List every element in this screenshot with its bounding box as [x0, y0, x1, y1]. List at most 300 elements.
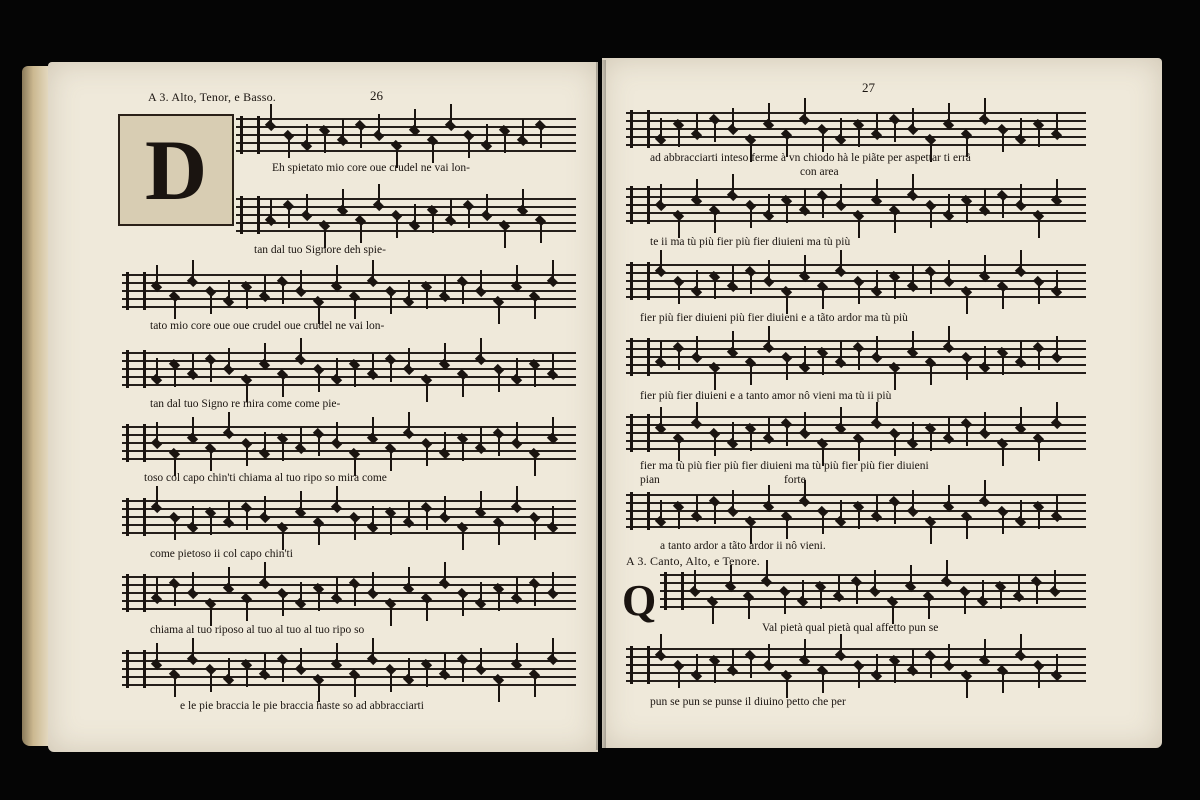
note-stem: [876, 270, 878, 292]
note-stem: [1056, 402, 1058, 424]
note-stem: [342, 189, 344, 211]
note-stem: [1056, 495, 1058, 517]
note-stem: [858, 666, 860, 688]
staff-left-8: [122, 652, 576, 686]
note-stem: [822, 287, 824, 309]
note-stem: [858, 125, 860, 147]
note-stem: [516, 643, 518, 665]
note-stem: [462, 282, 464, 304]
note-stem: [444, 562, 446, 584]
note-stem: [336, 265, 338, 287]
note-stem: [192, 260, 194, 282]
note-stem: [840, 500, 842, 522]
note-stem: [982, 580, 984, 602]
note-stem: [336, 358, 338, 380]
note-stem: [552, 260, 554, 282]
note-stem: [1000, 587, 1002, 609]
lyric-right-7: Val pietà qual pietà qual affetto pun se: [762, 622, 939, 634]
note-stem: [228, 280, 230, 302]
staff-left-5: [122, 426, 576, 460]
note-stem: [408, 501, 410, 523]
note-stem: [498, 434, 500, 456]
lyric-left-4: tan dal tuo Signo re mira come come pie-: [150, 398, 341, 410]
note-stem: [966, 201, 968, 223]
note-stem: [874, 570, 876, 592]
note-stem: [768, 485, 770, 507]
note-stem: [300, 270, 302, 292]
note-stem: [288, 206, 290, 228]
note-stem: [354, 675, 356, 697]
dynamic-forte: forte: [784, 474, 806, 486]
staff-right-8: [626, 648, 1086, 682]
note-stem: [264, 275, 266, 297]
note-stem: [516, 577, 518, 599]
note-stem: [246, 599, 248, 621]
note-stem: [318, 680, 320, 702]
note-stem: [930, 206, 932, 228]
note-stem: [1002, 130, 1004, 152]
note-stem: [354, 297, 356, 319]
note-stem: [480, 338, 482, 360]
note-stem: [462, 660, 464, 682]
lyric-right-4: fier più fier diuieni e a tanto amor nô vieni ma tù ii più: [640, 390, 892, 402]
note-stem: [174, 297, 176, 319]
note-stem: [1038, 125, 1040, 147]
note-stem: [714, 502, 716, 524]
left-page-number: 26: [370, 88, 383, 103]
dynamic-pian: pian: [640, 474, 660, 486]
note-stem: [480, 270, 482, 292]
note-stem: [912, 108, 914, 130]
note-stem: [318, 434, 320, 456]
note-stem: [840, 634, 842, 656]
note-stem: [678, 507, 680, 529]
note-stem: [300, 582, 302, 604]
note-stem: [930, 363, 932, 385]
staff-right-7: [660, 574, 1086, 608]
note-stem: [1020, 407, 1022, 429]
note-stem: [1020, 250, 1022, 272]
book-page-edges: [22, 66, 50, 746]
note-stem: [468, 206, 470, 228]
note-stem: [748, 597, 750, 619]
lyric-right-1: ad abbracciarti inteso ferme à vn chiodo hà le piãte per aspettar ti errã: [650, 152, 971, 164]
note-stem: [264, 432, 266, 454]
note-stem: [714, 661, 716, 683]
note-stem: [930, 272, 932, 294]
note-stem: [372, 260, 374, 282]
note-stem: [732, 422, 734, 444]
note-stem: [372, 572, 374, 594]
note-stem: [840, 407, 842, 429]
note-stem: [894, 661, 896, 683]
note-stem: [426, 287, 428, 309]
note-stem: [768, 417, 770, 439]
lyric-left-7: chiama al tuo riposo al tuo al tuo al tuo ripo so: [150, 624, 365, 636]
note-stem: [192, 506, 194, 528]
note-stem: [414, 109, 416, 131]
lyric-right-6: a tanto ardor a tãto ardor ii nô vieni.: [660, 540, 826, 552]
note-stem: [768, 103, 770, 125]
note-stem: [784, 592, 786, 614]
note-stem: [946, 560, 948, 582]
staff-left-6: [122, 500, 576, 534]
note-stem: [712, 602, 714, 624]
note-stem: [156, 486, 158, 508]
initial-q: Q: [622, 576, 657, 625]
note-stem: [984, 346, 986, 368]
note-stem: [192, 417, 194, 439]
note-stem: [390, 292, 392, 314]
note-stem: [822, 353, 824, 375]
note-stem: [894, 434, 896, 456]
note-stem: [354, 365, 356, 387]
book-gutter: [596, 60, 606, 750]
note-stem: [928, 597, 930, 619]
note-stem: [714, 434, 716, 456]
note-stem: [534, 675, 536, 697]
note-stem: [1038, 216, 1040, 238]
note-stem: [246, 508, 248, 530]
note-stem: [786, 358, 788, 380]
note-stem: [804, 346, 806, 368]
note-stem: [984, 412, 986, 434]
note-stem: [444, 432, 446, 454]
note-stem: [426, 665, 428, 687]
note-stem: [192, 353, 194, 375]
note-stem: [804, 412, 806, 434]
note-stem: [282, 528, 284, 550]
note-stem: [948, 417, 950, 439]
lyric-left-1: Eh spietato mio core oue crudel ne vai lon-: [272, 162, 470, 174]
note-stem: [324, 131, 326, 153]
note-stem: [486, 194, 488, 216]
right-page-number: 27: [862, 80, 875, 95]
left-page-header: A 3. Alto, Tenor, e Basso.: [148, 90, 276, 104]
note-stem: [912, 265, 914, 287]
note-stem: [408, 280, 410, 302]
note-stem: [1038, 282, 1040, 304]
note-stem: [804, 189, 806, 211]
note-stem: [696, 336, 698, 358]
note-stem: [876, 113, 878, 135]
note-stem: [390, 513, 392, 535]
note-stem: [1038, 348, 1040, 370]
note-stem: [390, 670, 392, 692]
note-stem: [1056, 336, 1058, 358]
note-stem: [408, 412, 410, 434]
note-stem: [660, 407, 662, 429]
note-stem: [894, 277, 896, 299]
staff-left-1: [236, 118, 576, 152]
note-stem: [354, 518, 356, 540]
lyric-right-1b: con area: [800, 166, 839, 178]
staff-left-3: [122, 274, 576, 308]
note-stem: [1038, 666, 1040, 688]
lyric-right-3: fier più fier diuieni più fier diuieni e a tãto ardor ma tù più: [640, 312, 908, 324]
note-stem: [1002, 287, 1004, 309]
note-stem: [432, 141, 434, 163]
note-stem: [1020, 184, 1022, 206]
note-stem: [228, 658, 230, 680]
note-stem: [714, 368, 716, 390]
note-stem: [1020, 118, 1022, 140]
staff-right-1: [626, 112, 1086, 146]
note-stem: [426, 599, 428, 621]
note-stem: [426, 444, 428, 466]
note-stem: [1054, 570, 1056, 592]
note-stem: [396, 216, 398, 238]
note-stem: [984, 639, 986, 661]
note-stem: [426, 380, 428, 402]
section-header: A 3. Canto, Alto, e Tenore.: [626, 554, 760, 568]
note-stem: [948, 194, 950, 216]
note-stem: [930, 429, 932, 451]
note-stem: [948, 644, 950, 666]
note-stem: [156, 265, 158, 287]
note-stem: [1018, 575, 1020, 597]
note-stem: [1056, 113, 1058, 135]
note-stem: [858, 216, 860, 238]
note-stem: [694, 570, 696, 592]
note-stem: [540, 221, 542, 243]
note-stem: [264, 562, 266, 584]
note-stem: [282, 594, 284, 616]
note-stem: [450, 104, 452, 126]
note-stem: [786, 424, 788, 446]
note-stem: [894, 502, 896, 524]
note-stem: [678, 348, 680, 370]
note-stem: [948, 485, 950, 507]
note-stem: [414, 204, 416, 226]
note-stem: [390, 604, 392, 626]
note-stem: [1056, 654, 1058, 676]
note-stem: [480, 491, 482, 513]
note-stem: [750, 206, 752, 228]
note-stem: [750, 272, 752, 294]
note-stem: [858, 282, 860, 304]
note-stem: [714, 277, 716, 299]
note-stem: [876, 402, 878, 424]
note-stem: [480, 648, 482, 670]
note-stem: [498, 589, 500, 611]
note-stem: [372, 506, 374, 528]
staff-right-3: [626, 264, 1086, 298]
note-stem: [372, 353, 374, 375]
note-stem: [820, 587, 822, 609]
note-stem: [390, 449, 392, 471]
note-stem: [498, 302, 500, 324]
note-stem: [210, 670, 212, 692]
note-stem: [696, 402, 698, 424]
note-stem: [246, 444, 248, 466]
note-stem: [504, 226, 506, 248]
note-stem: [1038, 439, 1040, 461]
note-stem: [300, 648, 302, 670]
note-stem: [768, 194, 770, 216]
note-stem: [462, 439, 464, 461]
staff-left-2: [236, 198, 576, 232]
note-stem: [912, 422, 914, 444]
note-stem: [858, 507, 860, 529]
note-stem: [360, 126, 362, 148]
note-stem: [966, 517, 968, 539]
note-stem: [1002, 353, 1004, 375]
note-stem: [984, 98, 986, 120]
note-stem: [210, 292, 212, 314]
note-stem: [552, 506, 554, 528]
note-stem: [498, 523, 500, 545]
note-stem: [768, 644, 770, 666]
note-stem: [912, 174, 914, 196]
note-stem: [156, 422, 158, 444]
note-stem: [504, 131, 506, 153]
note-stem: [498, 370, 500, 392]
note-stem: [892, 602, 894, 624]
note-stem: [246, 665, 248, 687]
note-stem: [822, 196, 824, 218]
note-stem: [192, 638, 194, 660]
note-stem: [948, 103, 950, 125]
note-stem: [804, 639, 806, 661]
note-stem: [408, 658, 410, 680]
note-stem: [696, 113, 698, 135]
note-stem: [426, 508, 428, 530]
lyric-left-5: toso col capo chin'ti chiama al tuo ripo so mira come: [144, 472, 387, 484]
note-stem: [444, 653, 446, 675]
note-stem: [300, 338, 302, 360]
note-stem: [984, 480, 986, 502]
note-stem: [984, 255, 986, 277]
note-stem: [390, 360, 392, 382]
note-stem: [930, 522, 932, 544]
lyric-left-8: e le pie braccia le pie braccia haste so ad abbracciarti: [180, 700, 424, 712]
note-stem: [372, 417, 374, 439]
note-stem: [552, 353, 554, 375]
note-stem: [768, 326, 770, 348]
note-stem: [156, 577, 158, 599]
note-stem: [750, 363, 752, 385]
note-stem: [210, 449, 212, 471]
note-stem: [786, 292, 788, 314]
note-stem: [534, 584, 536, 606]
note-stem: [444, 496, 446, 518]
note-stem: [480, 582, 482, 604]
note-stem: [768, 260, 770, 282]
note-stem: [660, 250, 662, 272]
note-stem: [912, 331, 914, 353]
note-stem: [822, 671, 824, 693]
note-stem: [228, 348, 230, 370]
note-stem: [336, 643, 338, 665]
note-stem: [696, 270, 698, 292]
note-stem: [1020, 341, 1022, 363]
note-stem: [534, 365, 536, 387]
note-stem: [306, 194, 308, 216]
note-stem: [552, 417, 554, 439]
note-stem: [174, 365, 176, 387]
note-stem: [966, 292, 968, 314]
lyric-left-2: tan dal tuo Signore deh spie-: [254, 244, 386, 256]
note-stem: [318, 370, 320, 392]
note-stem: [786, 676, 788, 698]
note-stem: [468, 136, 470, 158]
note-stem: [840, 184, 842, 206]
note-stem: [660, 341, 662, 363]
note-stem: [732, 331, 734, 353]
note-stem: [766, 560, 768, 582]
note-stem: [300, 491, 302, 513]
note-stem: [270, 199, 272, 221]
note-stem: [1020, 634, 1022, 656]
note-stem: [552, 572, 554, 594]
note-stem: [534, 518, 536, 540]
note-stem: [264, 343, 266, 365]
note-stem: [444, 275, 446, 297]
staff-right-4: [626, 340, 1086, 374]
note-stem: [660, 634, 662, 656]
note-stem: [1002, 512, 1004, 534]
note-stem: [486, 124, 488, 146]
note-stem: [732, 265, 734, 287]
note-stem: [856, 582, 858, 604]
note-stem: [336, 486, 338, 508]
note-stem: [282, 439, 284, 461]
note-stem: [910, 565, 912, 587]
note-stem: [912, 490, 914, 512]
note-stem: [930, 656, 932, 678]
note-stem: [210, 604, 212, 626]
note-stem: [354, 584, 356, 606]
note-stem: [678, 439, 680, 461]
note-stem: [678, 216, 680, 238]
note-stem: [1056, 270, 1058, 292]
note-stem: [1020, 500, 1022, 522]
note-stem: [696, 495, 698, 517]
note-stem: [696, 179, 698, 201]
note-stem: [288, 136, 290, 158]
note-stem: [858, 439, 860, 461]
note-stem: [876, 179, 878, 201]
note-stem: [964, 592, 966, 614]
note-stem: [876, 654, 878, 676]
note-stem: [840, 250, 842, 272]
note-stem: [462, 375, 464, 397]
lyric-right-2: te ii ma tù più fier più fier diuieni ma tù più: [650, 236, 851, 248]
note-stem: [1002, 444, 1004, 466]
note-stem: [318, 589, 320, 611]
note-stem: [840, 341, 842, 363]
note-stem: [336, 422, 338, 444]
note-stem: [822, 512, 824, 534]
note-stem: [432, 211, 434, 233]
note-stem: [732, 108, 734, 130]
note-stem: [966, 424, 968, 446]
note-stem: [802, 580, 804, 602]
note-stem: [858, 348, 860, 370]
note-stem: [306, 124, 308, 146]
note-stem: [660, 500, 662, 522]
note-stem: [282, 282, 284, 304]
note-stem: [966, 676, 968, 698]
note-stem: [948, 326, 950, 348]
note-stem: [678, 125, 680, 147]
note-stem: [378, 114, 380, 136]
note-stem: [948, 260, 950, 282]
staff-right-2: [626, 188, 1086, 222]
note-stem: [408, 567, 410, 589]
note-stem: [894, 368, 896, 390]
